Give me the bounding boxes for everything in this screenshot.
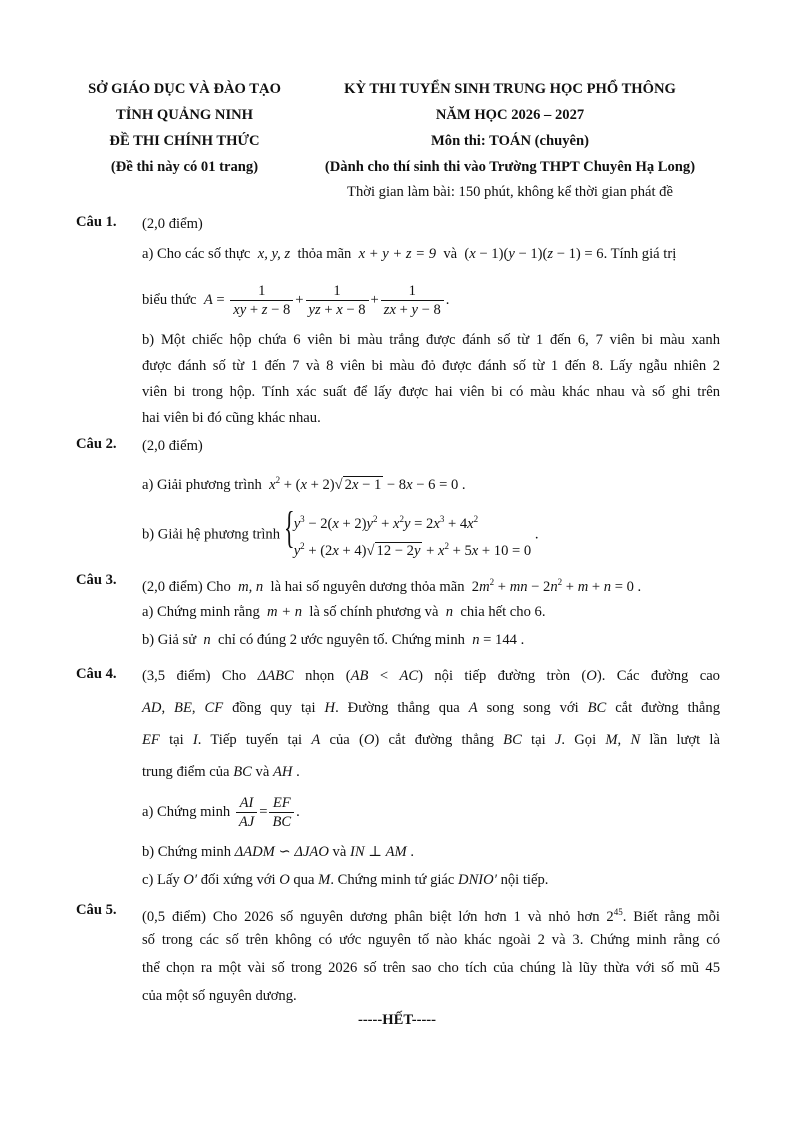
- q4-part-c: c) Lấy O′ đối xứng với O qua M. Chứng minh tứ giác DNIO′ nội tiếp.: [142, 872, 549, 888]
- subject: Môn thi: TOÁN (chuyên): [431, 133, 589, 149]
- q3-label: Câu 3.: [76, 572, 117, 588]
- q1-points: (2,0 điểm): [142, 216, 203, 232]
- page-count-note: (Đề thi này có 01 trang): [110, 159, 259, 175]
- q2-part-a: a) Giải phương trình $x^2 + (x + 2)√$ 2x − 1 − 8x − 6 = 0 .: [142, 475, 466, 493]
- q4-line4: trung điểm của BC và AH .: [142, 764, 300, 780]
- province-name: TỈNH QUẢNG NINH: [115, 107, 254, 123]
- q3-statement: (2,0 điểm) Cho m, n là hai số nguyên dương thỏa mãn $2m^2$ + mn − $2n^2 + m + n = 0$ .: [142, 577, 642, 595]
- q5-line4: của một số nguyên dương.: [142, 988, 297, 1004]
- q1-part-b-line4: hai viên bi đó cũng khác nhau.: [142, 410, 321, 426]
- q4-part-a: a) Chứng minh $\frac{AI}{AJ}$ = $\frac{EF}{BC}$ .: [142, 795, 300, 831]
- time-limit: Thời gian làm bài: 150 phút, không kể thời gian phát đề: [347, 184, 673, 200]
- exam-title: KỲ THI TUYỂN SINH TRUNG HỌC PHỔ THÔNG: [344, 81, 676, 97]
- q5-line3: thể chọn ra một vài số trong 2026 số trên sao cho tích của chúng là lũy thừa với số mũ 45: [142, 960, 720, 976]
- q1-label: Câu 1.: [76, 214, 117, 230]
- end-mark: -----HẾT-----: [357, 1012, 437, 1028]
- q3-part-a: a) Chứng minh rằng m + n là số chính phương và n chia hết cho 6.: [142, 604, 546, 620]
- official-label: ĐỀ THI CHÍNH THỨC: [109, 133, 260, 149]
- q3-part-b: b) Giả sử n chỉ có đúng 2 ước nguyên tố. Chứng minh n = 144 .: [142, 632, 525, 648]
- q1-part-b-line1: b) Một chiếc hộp chứa 6 viên bi màu trắng được đánh số từ 1 đến 6, 7 viên bi màu xanh: [142, 332, 720, 348]
- header-right: [300, 76, 720, 180]
- q1-part-b-line2: được đánh số từ 1 đến 7 và 8 viên bi màu đỏ được đánh số từ 1 đến 8. Lấy ngẫu nhiên 2: [142, 358, 720, 374]
- school-year: NĂM HỌC 2026 – 2027: [435, 107, 585, 123]
- q4-line1: (3,5 điểm) Cho ΔABC nhọn (AB < AC) nội tiếp đường tròn (O). Các đường cao: [142, 668, 720, 684]
- department-name: SỞ GIÁO DỤC VÀ ĐÀO TẠO: [88, 81, 281, 97]
- q2-points: (2,0 điểm): [142, 438, 203, 454]
- q5-label: Câu 5.: [76, 902, 117, 918]
- q5-line2: số trong các số trên không có ước nguyên tố nào khác ngoài 2 và 3. Chứng minh rằng có: [142, 932, 720, 948]
- q2-part-b: b) Giải hệ phương trình { $y^3 - 2(x + 2)y^2 + x^2y = 2x^3 + 4x^2$ $y^2 + (2x + 4)√$ $12 - 2y + x^2 + 5x + 10 = 0$ .: [142, 503, 539, 559]
- q4-line3: EF tại I. Tiếp tuyến tại A của (O) cắt đường thẳng BC tại J. Gọi M, N lần lượt là: [142, 732, 720, 748]
- q1-part-b-line3: viên bi trong hộp. Tính xác suất để lấy được hai viên bi có màu khác nhau và số ghi trên: [142, 384, 720, 400]
- q4-label: Câu 4.: [76, 666, 117, 682]
- q4-line2: AD, BE, CF đồng quy tại H. Đường thẳng qua A song song với BC cắt đường thẳng: [142, 700, 720, 716]
- header-left: [72, 76, 297, 180]
- q2-label: Câu 2.: [76, 436, 117, 452]
- q4-part-b: b) Chứng minh ΔADM ∽ ΔJAO và IN ⊥ AM .: [142, 844, 414, 860]
- target-school: (Dành cho thí sinh thi vào Trường THPT Chuyên Hạ Long): [324, 159, 696, 175]
- q1-part-a-line1: a) Cho các số thực x, y, z thỏa mãn x + y + z = 9 và (x − 1)(y − 1)(z − 1) = 6. Tính giá trị: [142, 246, 677, 262]
- q1-part-a-line2: biểu thức A = $\frac{1}{xy + z - 8}$ + $\frac{1}{yz + x - 8}$ + $\frac{1}{zx + y - 8}$ .: [142, 283, 450, 319]
- q5-line1: (0,5 điểm) Cho 2026 số nguyên dương phân biệt lớn hơn 1 và nhỏ hơn $2^{45}$. Biết rằng mỗi: [142, 907, 720, 925]
